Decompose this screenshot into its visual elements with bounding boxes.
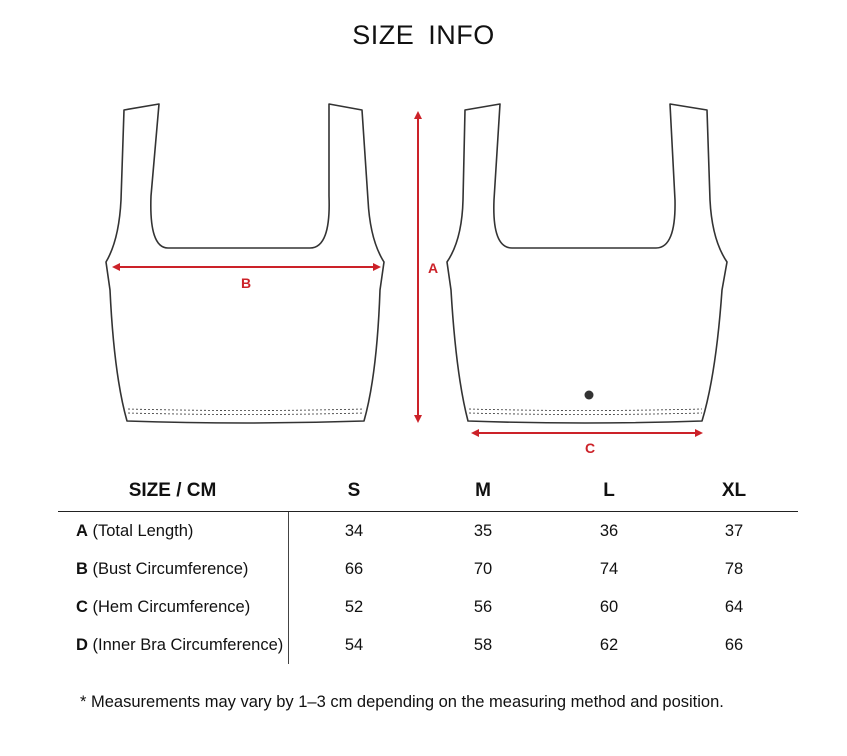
measurement-footnote: * Measurements may vary by 1–3 cm depending on the measuring method and position. bbox=[80, 693, 724, 711]
table-cell: 34 bbox=[344, 522, 364, 540]
table-header-xl: XL bbox=[721, 480, 747, 501]
table-cell: 60 bbox=[599, 598, 619, 616]
table-cell: 78 bbox=[724, 560, 744, 578]
table-row-label: B (Bust Circumference) bbox=[76, 560, 249, 578]
label-a: A bbox=[427, 260, 439, 276]
table-cell: 36 bbox=[599, 522, 619, 540]
front-view-garment bbox=[106, 104, 384, 423]
table-header-rule bbox=[58, 511, 798, 512]
table-cell: 62 bbox=[599, 636, 619, 654]
table-cell: 54 bbox=[344, 636, 364, 654]
back-view-garment bbox=[447, 104, 727, 423]
table-row-label: A (Total Length) bbox=[76, 522, 194, 540]
table-column-divider bbox=[288, 512, 289, 664]
back-logo-tag bbox=[585, 391, 594, 400]
table-row-label: D (Inner Bra Circumference) bbox=[76, 636, 284, 654]
label-c: C bbox=[584, 440, 596, 456]
table-cell: 74 bbox=[599, 560, 619, 578]
table-cell: 52 bbox=[344, 598, 364, 616]
table-cell: 35 bbox=[473, 522, 493, 540]
table-cell: 56 bbox=[473, 598, 493, 616]
label-b: B bbox=[240, 275, 252, 291]
table-row-label: C (Hem Circumference) bbox=[76, 598, 251, 616]
table-header-size-cm: SIZE / CM bbox=[128, 480, 217, 501]
page-title: SIZE INFO bbox=[352, 20, 495, 50]
table-cell: 64 bbox=[724, 598, 744, 616]
table-header-l: L bbox=[603, 480, 615, 501]
table-cell: 66 bbox=[344, 560, 364, 578]
table-cell: 58 bbox=[473, 636, 493, 654]
table-cell: 37 bbox=[724, 522, 744, 540]
table-header-s: S bbox=[347, 480, 361, 501]
table-cell: 70 bbox=[473, 560, 493, 578]
table-header-m: M bbox=[475, 480, 491, 501]
table-cell: 66 bbox=[724, 636, 744, 654]
